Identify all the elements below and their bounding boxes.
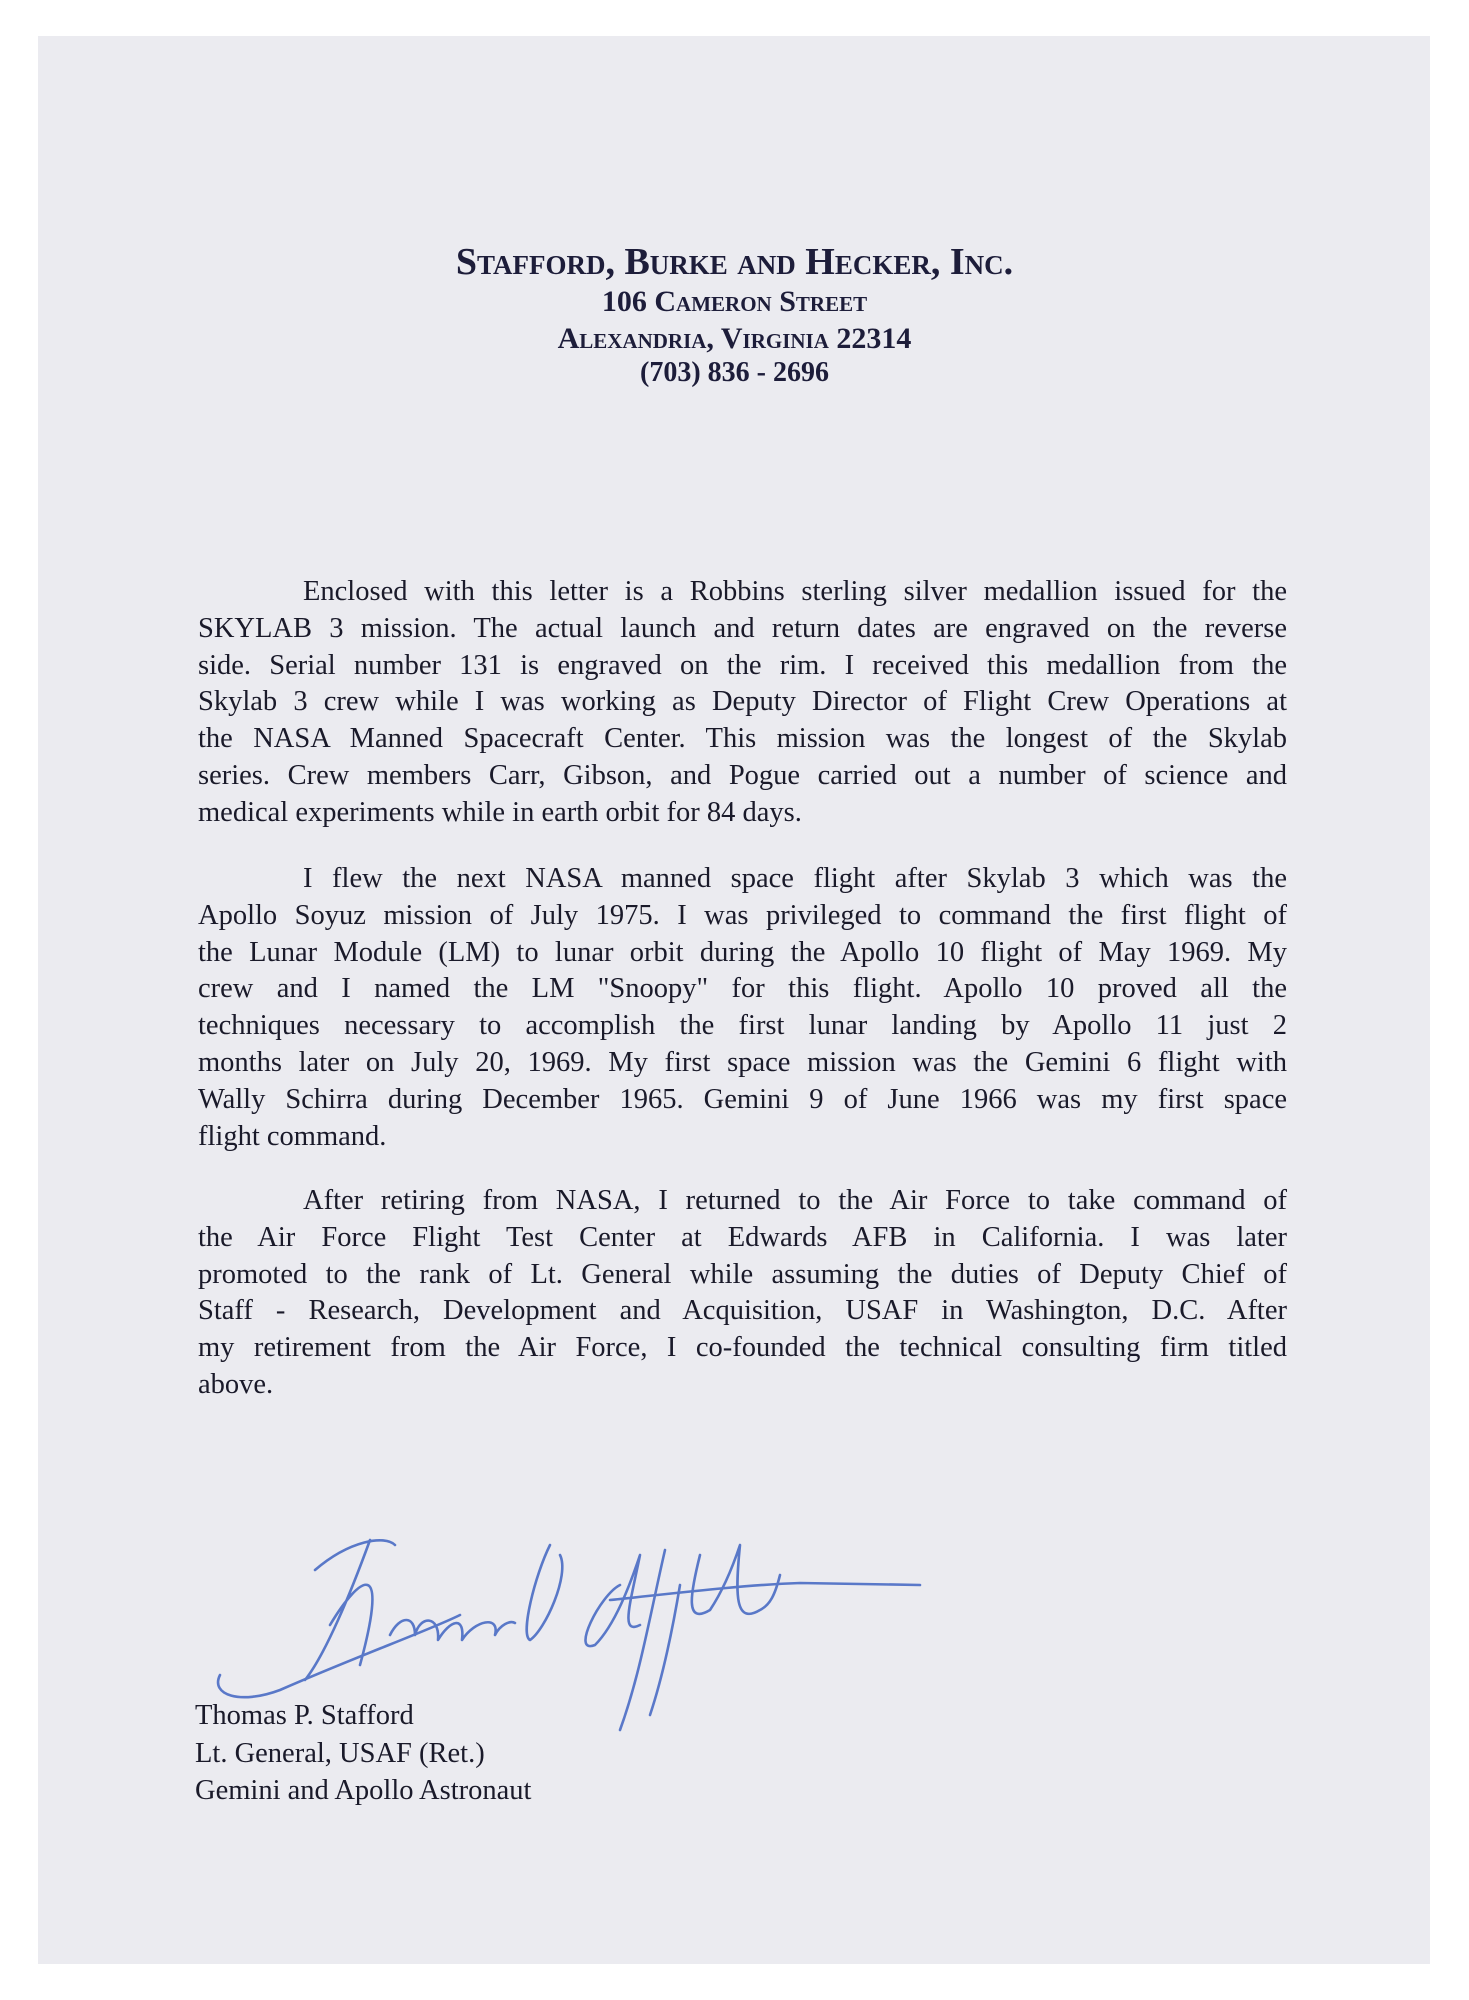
paragraph-line: promoted to the rank of Lt. General while assuming the duties of Deputy Chief of (198, 1258, 1287, 1290)
paragraph-line: SKYLAB 3 mission. The actual launch and return dates are engraved on the reverse (198, 612, 1287, 644)
paragraph-3 (198, 1183, 1287, 1404)
paragraph-2 (198, 861, 1287, 1155)
letterhead-street: 106 Cameron Street (601, 285, 868, 318)
paragraph-line: above. (198, 1368, 274, 1400)
paragraph-line: I flew the next NASA manned space flight after Skylab 3 which was the (303, 863, 1287, 894)
paragraph-line: the NASA Manned Spacecraft Center. This mission was the longest of the Skylab (198, 723, 1287, 755)
paragraph-line: Skylab 3 crew while I was working as Deputy Director of Flight Crew Operations at (198, 686, 1287, 718)
paragraph-line: crew and I named the LM "Snoopy" for this flight. Apollo 10 proved all the (198, 973, 1287, 1005)
paragraph-line: medical experiments while in earth orbit for 84 days. (198, 796, 802, 828)
paragraph-line: Staff - Research, Development and Acquisition, USAF in Washington, D.C. After (198, 1295, 1287, 1327)
paragraph-line: Wally Schirra during December 1965. Gemini 9 of June 1966 was my first space (198, 1083, 1287, 1115)
paragraph-line: flight command. (198, 1120, 387, 1152)
paragraph-1 (198, 574, 1287, 832)
paragraph-line: the Lunar Module (LM) to lunar orbit during the Apollo 10 flight of May 1969. My (198, 936, 1287, 968)
paragraph-line: Apollo Soyuz mission of July 1975. I was privileged to command the first flight of (198, 899, 1287, 931)
letterhead-phone: (703) 836 - 2696 (640, 357, 829, 388)
closing-name: Thomas P. Stafford (195, 1700, 414, 1731)
paragraph-line: After retiring from NASA, I returned to the Air Force to take command of (303, 1185, 1287, 1216)
paragraph-line: the Air Force Flight Test Center at Edwards AFB in California. I was later (198, 1221, 1287, 1253)
paragraph-line: side. Serial number 131 is engraved on the rim. I received this medallion from the (198, 649, 1287, 681)
paragraph-line: Enclosed with this letter is a Robbins sterling silver medallion issued for the (303, 576, 1287, 607)
paragraph-line: my retirement from the Air Force, I co-founded the technical consulting firm titled (198, 1332, 1287, 1364)
paragraph-line: series. Crew members Carr, Gibson, and Pogue carried out a number of science and (198, 759, 1287, 791)
letterhead-city: Alexandria, Virginia 22314 (557, 322, 912, 355)
letterhead-company: Stafford, Burke and Hecker, Inc. (455, 241, 1014, 283)
closing-title: Gemini and Apollo Astronaut (195, 1775, 532, 1806)
paragraph-line: months later on July 20, 1969. My first space mission was the Gemini 6 flight with (198, 1046, 1287, 1078)
closing-rank: Lt. General, USAF (Ret.) (195, 1738, 485, 1769)
paragraph-line: techniques necessary to accomplish the first lunar landing by Apollo 11 just 2 (198, 1010, 1287, 1042)
